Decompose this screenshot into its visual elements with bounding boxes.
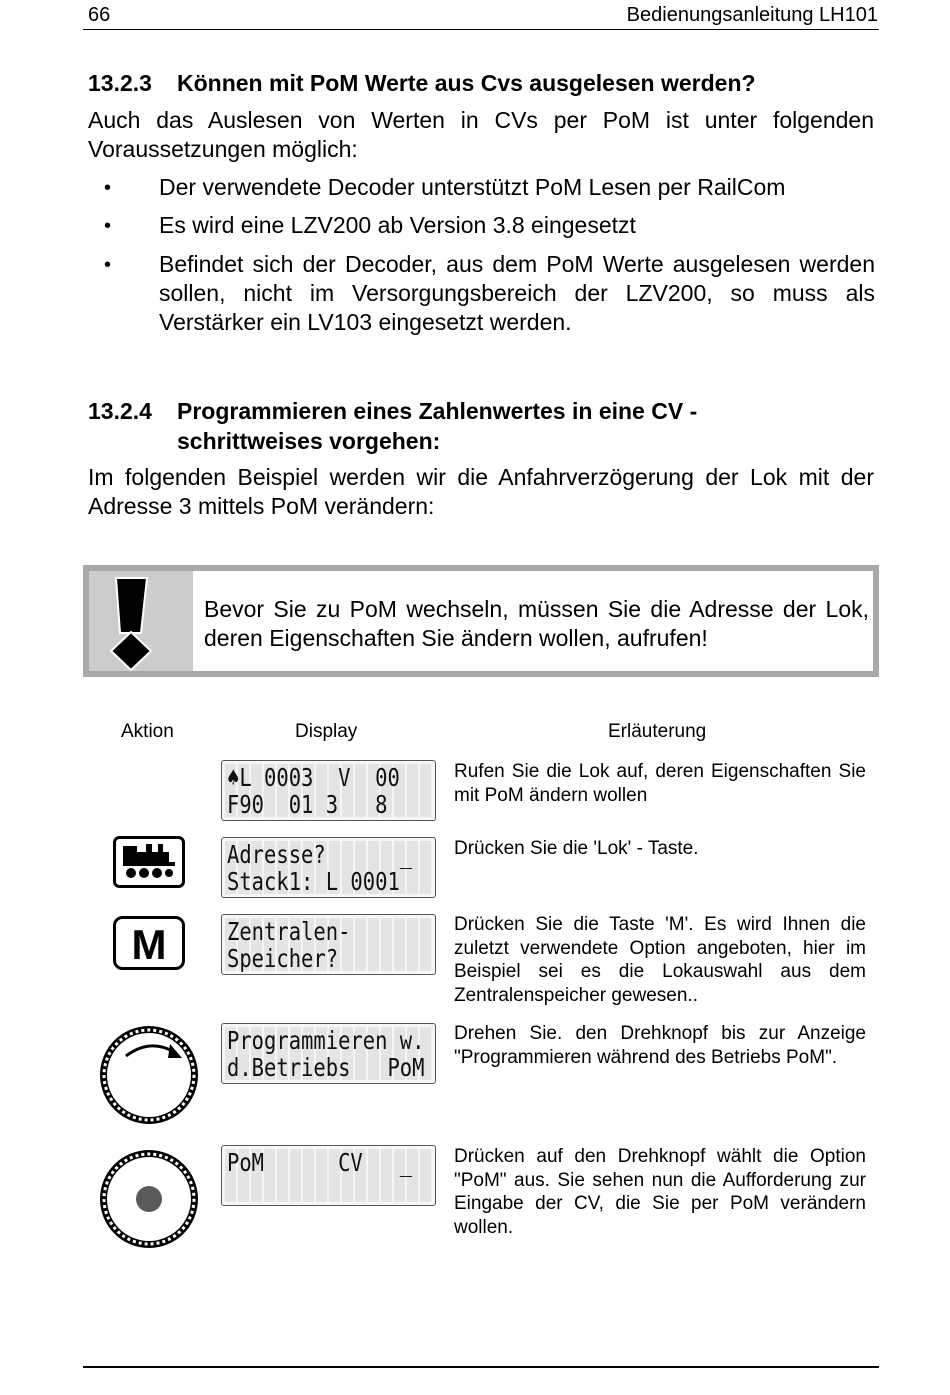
explanation-text: Drücken Sie die 'Lok' - Taste. xyxy=(454,838,699,859)
lcd-line-2: Speicher? xyxy=(227,944,339,973)
section-heading-13-2-4 xyxy=(0,396,950,456)
explanation-text: Rufen Sie die Lok auf, deren Eigenschaften Sie mit PoM ändern wollen xyxy=(454,761,866,806)
lcd-display xyxy=(221,914,436,975)
bullet-item-3: Befindet sich der Decoder, aus dem PoM Werte ausgelesen werden sollen, nicht im Versorgungsbereich der LZV200, so muss als Verstärker ein LV103 eingesetzt werden. xyxy=(159,251,875,335)
lcd-display xyxy=(221,1023,436,1084)
footer-rule xyxy=(83,1366,879,1368)
svg-text:M: M xyxy=(131,921,167,968)
explanation-text: Drücken auf den Drehknopf wählt die Option "PoM" aus. Sie sehen nun die Aufforderung zur Eingabe der CV, die Sie per PoM verändern wollen. xyxy=(454,1146,866,1238)
lcd-line-1: Programmieren w. xyxy=(227,1026,425,1055)
lcd-display xyxy=(221,837,436,898)
bullet-dot: • xyxy=(104,215,112,237)
lcd-line-2: Stack1: L 0001 xyxy=(227,867,400,896)
section-title-line-2: schrittweises vorgehen: xyxy=(177,428,441,454)
column-header-action: Aktion xyxy=(121,721,174,742)
rotary-knob-press-icon[interactable] xyxy=(98,1148,200,1255)
lcd-line-2: F90 01 3 8 xyxy=(227,790,388,819)
exclamation-icon xyxy=(89,571,193,671)
header-title: Bedienungsanleitung LH101 xyxy=(626,4,878,26)
section-number: 13.2.3 xyxy=(88,70,152,96)
rotary-knob-turn-icon[interactable] xyxy=(98,1024,200,1131)
locomotive-key-icon[interactable] xyxy=(113,836,185,893)
section-2-intro: Im folgenden Beispiel werden wir die Anfahrverzögerung der Lok mit der Adresse 3 mittels PoM verändern: xyxy=(88,464,874,519)
column-header-explanation: Erläuterung xyxy=(608,721,707,742)
bullet-dot: • xyxy=(104,177,112,199)
note-text: Bevor Sie zu PoM wechseln, müssen Sie die Adresse der Lok, deren Eigenschaften Sie ändern wollen, aufrufen! xyxy=(204,596,869,651)
explanation-text: Drücken Sie die Taste 'M'. Es wird Ihnen die zuletzt verwendete Option angeboten, hier im Beispiel sei es die Lokauswahl aus dem Zentralenspeicher gewesen.. xyxy=(454,914,866,1006)
bullet-item-2: Es wird eine LZV200 ab Version 3.8 eingesetzt xyxy=(159,212,636,238)
lcd-line-1: Adresse? _ xyxy=(227,840,413,869)
section-1-intro: Auch das Auslesen von Werten in CVs per PoM ist unter folgenden Voraussetzungen möglich: xyxy=(88,107,874,162)
lcd-display xyxy=(221,1145,436,1206)
lcd-line-1: ♠L 0003 V 00 xyxy=(227,763,400,792)
m-key-icon[interactable] xyxy=(113,916,185,975)
warning-note xyxy=(83,565,879,677)
explanation-text: Drehen Sie. den Drehknopf bis zur Anzeige "Programmieren während des Betriebs PoM". xyxy=(454,1023,866,1068)
section-heading-13-2-3 xyxy=(0,68,950,98)
lcd-line-2: d.Betriebs PoM xyxy=(227,1053,425,1082)
header-rule xyxy=(83,29,879,30)
section-title-line-1: Programmieren eines Zahlenwertes in eine CV - xyxy=(177,398,698,424)
section-title: Können mit PoM Werte aus Cvs ausgelesen werden? xyxy=(177,70,756,96)
bullet-item-1: Der verwendete Decoder unterstützt PoM Lesen per RailCom xyxy=(159,174,786,200)
lcd-line-1: PoM CV _ xyxy=(227,1148,413,1177)
column-header-display: Display xyxy=(295,721,358,742)
bullet-dot: • xyxy=(104,254,112,276)
lcd-display xyxy=(221,760,436,821)
section-number: 13.2.4 xyxy=(88,398,152,424)
lcd-line-1: Zentralen- xyxy=(227,917,351,946)
page-number: 66 xyxy=(88,4,111,26)
